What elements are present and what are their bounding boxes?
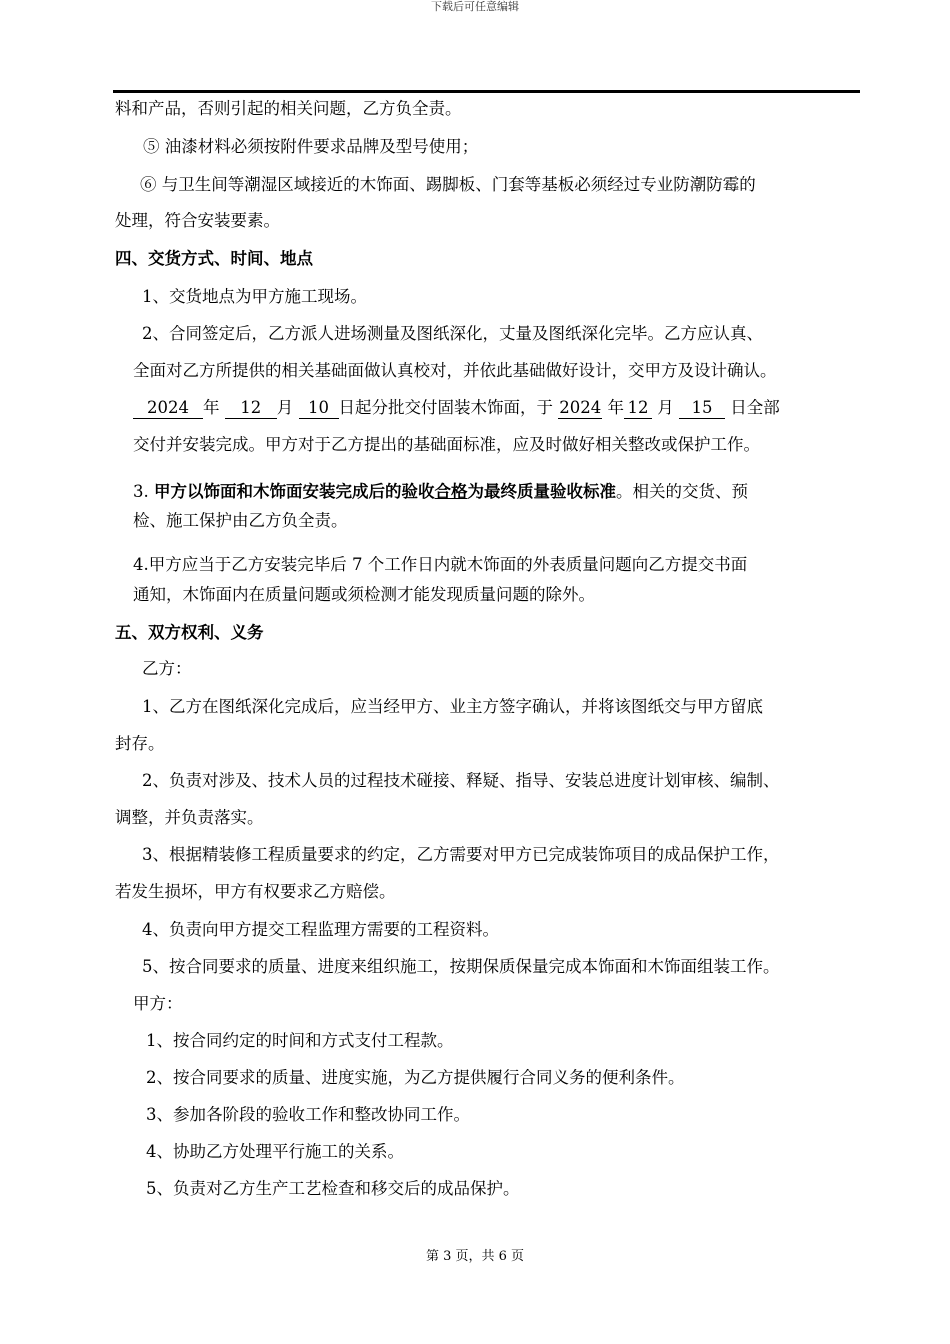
paragraph-line: 3、根据精装修工程质量要求的约定，乙方需要对甲方已完成装饰项目的成品保护工作， bbox=[142, 845, 780, 864]
paragraph-line: 检、施工保护由乙方负全责。 bbox=[133, 511, 348, 530]
party-a-label: 甲方： bbox=[133, 994, 183, 1013]
paragraph-line: 2、合同签定后，乙方派人进场测量及图纸深化，丈量及图纸深化完毕。乙方应认真、 bbox=[142, 324, 763, 343]
page-footer: 第 3 页，共 6 页 bbox=[425, 1249, 525, 1264]
paragraph-line: 1、按合同约定的时间和方式支付工程款。 bbox=[146, 1031, 454, 1050]
paragraph-line: 封存。 bbox=[115, 734, 165, 753]
paragraph-line: 4.甲方应当于乙方安装完毕后 7 个工作日内就木饰面的外表质量问题向乙方提交书面 bbox=[133, 555, 748, 574]
year-char: 年 bbox=[607, 398, 624, 417]
item-number: 3. bbox=[133, 482, 149, 501]
party-b-label: 乙方： bbox=[142, 659, 192, 678]
month-char: 月 bbox=[657, 398, 674, 417]
paragraph-line: 2、负责对涉及、技术人员的过程技术碰接、释疑、指导、安装总进度计划审核、编制、 bbox=[142, 771, 780, 790]
delivery-date-line bbox=[133, 396, 780, 420]
start-month: 12 bbox=[225, 398, 277, 419]
paragraph-line: ⑥ 与卫生间等潮湿区域接近的木饰面、踢脚板、门套等基板必须经过专业防潮防霉的 bbox=[140, 175, 756, 194]
paragraph-line: 通知，木饰面内在质量问题或须检测才能发现质量问题的除外。 bbox=[133, 585, 595, 604]
paragraph-line: 1、交货地点为甲方施工现场。 bbox=[142, 287, 367, 306]
bold-text: 为最终质量验收标准 bbox=[467, 482, 616, 501]
paragraph-line: 若发生损坏，甲方有权要求乙方赔偿。 bbox=[115, 882, 396, 901]
paragraph-line-acceptance bbox=[133, 480, 748, 504]
paragraph-line: 交付并安装完成。甲方对于乙方提出的基础面标准，应及时做好相关整改或保护工作。 bbox=[133, 435, 760, 454]
paragraph-line: 5、按合同要求的质量、进度来组织施工，按期保质保量完成本饰面和木饰面组装工作。 bbox=[142, 957, 780, 976]
date-end-text: 日全部 bbox=[730, 398, 780, 417]
page-header: 下载后可任意编辑 bbox=[431, 0, 519, 13]
paragraph-line: 全面对乙方所提供的相关基础面做认真校对，并依此基础做好设计，交甲方及设计确认。 bbox=[133, 361, 777, 380]
paragraph-line: 4、协助乙方处理平行施工的关系。 bbox=[146, 1142, 404, 1161]
start-year: 2024 bbox=[133, 398, 203, 419]
bold-underlined-text: 合格 bbox=[434, 482, 468, 501]
end-month: 12 bbox=[624, 398, 652, 419]
end-year: 2024 bbox=[559, 398, 602, 417]
paragraph-line: 3、参加各阶段的验收工作和整改协同工作。 bbox=[146, 1105, 470, 1124]
paragraph-line: 料和产品，否则引起的相关问题，乙方负全责。 bbox=[115, 99, 462, 118]
paragraph-line: 调整，并负责落实。 bbox=[115, 808, 264, 827]
paragraph-line: 处理，符合安装要素。 bbox=[115, 211, 280, 230]
paragraph-line: 1、乙方在图纸深化完成后，应当经甲方、业主方签字确认，并将该图纸交与甲方留底 bbox=[142, 697, 763, 716]
section-heading-5: 五、双方权利、义务 bbox=[115, 623, 264, 642]
paragraph-line: ⑤ 油漆材料必须按附件要求品牌及型号使用； bbox=[143, 137, 479, 156]
paragraph-line: 2、按合同要求的质量、进度实施，为乙方提供履行合同义务的便利条件。 bbox=[146, 1068, 685, 1087]
section-heading-4: 四、交货方式、时间、地点 bbox=[115, 249, 313, 268]
date-mid-text: 日起分批交付固装木饰面，于 bbox=[338, 398, 553, 417]
start-day: 10 bbox=[299, 398, 339, 419]
header-rule bbox=[113, 90, 860, 93]
normal-text: 。相关的交货、预 bbox=[616, 482, 748, 501]
year-char: 年 bbox=[203, 398, 220, 417]
bold-text: 甲方以饰面和木饰面安装完成后的验收 bbox=[154, 482, 435, 501]
month-char: 月 bbox=[276, 398, 294, 417]
paragraph-line: 4、负责向甲方提交工程监理方需要的工程资料。 bbox=[142, 920, 499, 939]
paragraph-line: 5、负责对乙方生产工艺检查和移交后的成品保护。 bbox=[146, 1179, 520, 1198]
end-day: 15 bbox=[679, 398, 725, 419]
